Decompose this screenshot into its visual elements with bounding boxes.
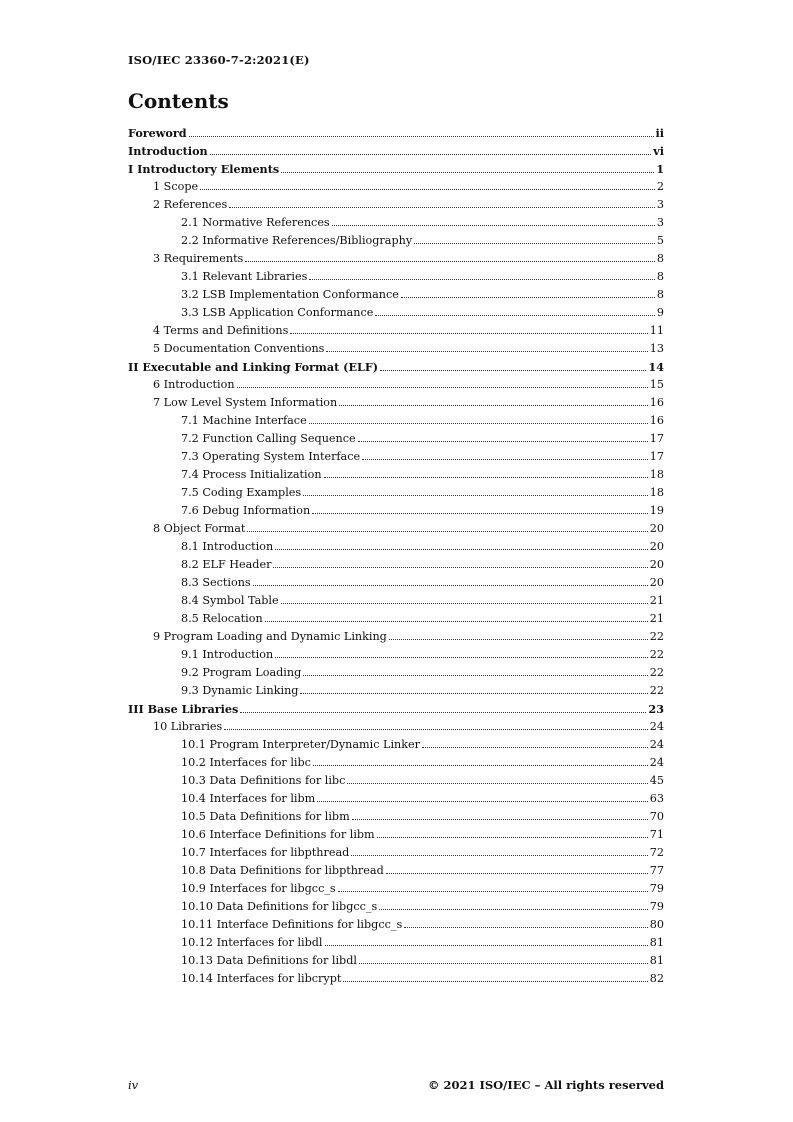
toc-entry-label: 10.7 Interfaces for libpthread — [181, 846, 350, 859]
toc-entry-label: Foreword — [128, 126, 187, 140]
toc-dot-leader — [265, 621, 648, 622]
toc-entry-page: 77 — [649, 864, 664, 877]
toc-entry-page: 22 — [649, 666, 664, 679]
toc-entry[interactable] — [128, 790, 664, 808]
toc-entry-page: 8 — [656, 270, 664, 283]
toc-entry[interactable] — [128, 970, 664, 988]
toc-dot-leader — [377, 837, 648, 838]
toc-dot-leader — [414, 243, 655, 244]
toc-entry-label: 3.3 LSB Application Conformance — [181, 306, 374, 319]
toc-entry-label: 8.3 Sections — [181, 576, 251, 589]
toc-dot-leader — [332, 225, 655, 226]
toc-entry[interactable] — [128, 700, 664, 718]
toc-entry[interactable] — [128, 214, 664, 232]
toc-entry[interactable] — [128, 682, 664, 700]
toc-entry-label: 10.13 Data Definitions for libdl — [181, 954, 357, 967]
toc-dot-leader — [273, 567, 647, 568]
toc-entry-label: 7.6 Debug Information — [181, 504, 311, 517]
toc-dot-leader — [386, 873, 648, 874]
toc-dot-leader — [240, 712, 646, 713]
toc-entry-label: 7 Low Level System Information — [153, 396, 338, 409]
toc-dot-leader — [401, 297, 655, 298]
toc-dot-leader — [247, 531, 647, 532]
toc-entry-page: 20 — [649, 558, 664, 571]
table-of-contents — [128, 124, 664, 988]
toc-entry[interactable] — [128, 412, 664, 430]
toc-entry[interactable] — [128, 394, 664, 412]
toc-dot-leader — [229, 207, 655, 208]
toc-entry-label: 9.1 Introduction — [181, 648, 274, 661]
toc-entry-label: 8.2 ELF Header — [181, 558, 272, 571]
toc-entry[interactable] — [128, 718, 664, 736]
toc-entry-page: 8 — [656, 252, 664, 265]
toc-dot-leader — [200, 189, 655, 190]
toc-entry-page: 17 — [649, 432, 664, 445]
toc-entry[interactable] — [128, 664, 664, 682]
toc-dot-leader — [281, 172, 654, 173]
toc-entry-label: 2.1 Normative References — [181, 216, 330, 229]
toc-entry-label: 1 Scope — [153, 180, 199, 193]
toc-entry[interactable] — [128, 754, 664, 772]
toc-dot-leader — [375, 315, 654, 316]
toc-dot-leader — [312, 513, 648, 514]
toc-entry[interactable] — [128, 646, 664, 664]
toc-entry[interactable] — [128, 196, 664, 214]
toc-entry-label: 3 Requirements — [153, 252, 244, 265]
toc-entry-page: 18 — [649, 468, 664, 481]
toc-entry-label: 7.1 Machine Interface — [181, 414, 307, 427]
toc-entry-page: 21 — [649, 612, 664, 625]
toc-dot-leader — [313, 765, 648, 766]
toc-entry-label: 7.3 Operating System Interface — [181, 450, 361, 463]
toc-entry[interactable] — [128, 484, 664, 502]
page-title: Contents — [128, 89, 229, 113]
toc-dot-leader — [358, 441, 648, 442]
toc-entry-label: 9 Program Loading and Dynamic Linking — [153, 630, 387, 643]
toc-entry-page: 17 — [649, 450, 664, 463]
toc-entry[interactable] — [128, 124, 664, 142]
toc-entry-label: 10.10 Data Definitions for libgcc_s — [181, 900, 378, 913]
toc-entry-label: 10.14 Interfaces for libcrypt — [181, 972, 342, 985]
toc-dot-leader — [351, 855, 647, 856]
toc-entry-label: 8 Object Format — [153, 522, 246, 535]
toc-dot-leader — [309, 423, 648, 424]
toc-entry[interactable] — [128, 178, 664, 196]
toc-entry-page: 71 — [649, 828, 664, 841]
toc-entry-page: 21 — [649, 594, 664, 607]
toc-entry-page: 81 — [649, 954, 664, 967]
toc-entry[interactable] — [128, 916, 664, 934]
toc-dot-leader — [347, 783, 647, 784]
toc-entry[interactable] — [128, 304, 664, 322]
toc-dot-leader — [303, 675, 648, 676]
toc-entry-page: 19 — [649, 504, 664, 517]
toc-entry-label: 3.2 LSB Implementation Conformance — [181, 288, 399, 301]
toc-entry-page: 1 — [656, 162, 664, 176]
toc-entry[interactable] — [128, 610, 664, 628]
toc-entry[interactable] — [128, 502, 664, 520]
toc-entry[interactable] — [128, 574, 664, 592]
toc-entry-page: 22 — [649, 630, 664, 643]
toc-dot-leader — [359, 963, 648, 964]
toc-entry-label: 10.9 Interfaces for libgcc_s — [181, 882, 336, 895]
toc-entry-page: 80 — [649, 918, 664, 931]
toc-entry-page: 23 — [648, 702, 664, 716]
toc-entry-page: 63 — [649, 792, 664, 805]
toc-dot-leader — [352, 819, 648, 820]
toc-dot-leader — [224, 729, 647, 730]
toc-dot-leader — [380, 370, 646, 371]
toc-entry-page: 15 — [649, 378, 664, 391]
toc-entry-label: 2.2 Informative References/Bibliography — [181, 234, 413, 247]
toc-entry-page: 82 — [649, 972, 664, 985]
toc-entry-page: 79 — [649, 900, 664, 913]
toc-entry-label: Introduction — [128, 144, 208, 158]
toc-entry[interactable] — [128, 376, 664, 394]
toc-entry-page: 22 — [649, 684, 664, 697]
toc-entry-label: 9.2 Program Loading — [181, 666, 302, 679]
toc-dot-leader — [362, 459, 648, 460]
toc-dot-leader — [237, 387, 648, 388]
toc-entry-page: 45 — [649, 774, 664, 787]
toc-entry[interactable] — [128, 880, 664, 898]
toc-entry-page: 5 — [656, 234, 664, 247]
toc-entry-label: 10.5 Data Definitions for libm — [181, 810, 350, 823]
toc-entry-page: 16 — [649, 396, 664, 409]
toc-dot-leader — [389, 639, 648, 640]
toc-dot-leader — [317, 801, 647, 802]
toc-entry-page: 8 — [656, 288, 664, 301]
toc-entry-label: 10.3 Data Definitions for libc — [181, 774, 346, 787]
toc-entry-label: 5 Documentation Conventions — [153, 342, 325, 355]
toc-entry-label: 10.1 Program Interpreter/Dynamic Linker — [181, 738, 421, 751]
toc-dot-leader — [343, 981, 647, 982]
toc-entry[interactable] — [128, 340, 664, 358]
toc-entry[interactable] — [128, 952, 664, 970]
toc-entry[interactable] — [128, 628, 664, 646]
toc-entry[interactable] — [128, 844, 664, 862]
toc-entry[interactable] — [128, 520, 664, 538]
toc-entry[interactable] — [128, 808, 664, 826]
toc-entry-label: 9.3 Dynamic Linking — [181, 684, 299, 697]
toc-entry[interactable] — [128, 322, 664, 340]
toc-entry-page: 79 — [649, 882, 664, 895]
toc-entry[interactable] — [128, 826, 664, 844]
toc-entry-label: 2 References — [153, 198, 228, 211]
toc-entry-label: 10.12 Interfaces for libdl — [181, 936, 323, 949]
toc-dot-leader — [275, 549, 648, 550]
toc-entry[interactable] — [128, 430, 664, 448]
toc-entry-label: 10.2 Interfaces for libc — [181, 756, 311, 769]
toc-entry-label: 10 Libraries — [153, 720, 223, 733]
toc-dot-leader — [422, 747, 648, 748]
toc-entry-label: II Executable and Linking Format (ELF) — [128, 360, 379, 374]
toc-entry[interactable] — [128, 358, 664, 376]
toc-entry-label: 7.5 Coding Examples — [181, 486, 302, 499]
toc-entry[interactable] — [128, 448, 664, 466]
toc-dot-leader — [281, 603, 648, 604]
toc-entry-page: 2 — [656, 180, 664, 193]
toc-entry-page: 70 — [649, 810, 664, 823]
toc-entry-label: 4 Terms and Definitions — [153, 324, 289, 337]
toc-entry-page: 20 — [649, 540, 664, 553]
toc-dot-leader — [338, 891, 648, 892]
toc-entry-label: 10.11 Interface Definitions for libgcc_s — [181, 918, 403, 931]
toc-entry-page: 22 — [649, 648, 664, 661]
toc-entry[interactable] — [128, 934, 664, 952]
toc-entry-page: 13 — [649, 342, 664, 355]
toc-entry-page: 3 — [656, 198, 664, 211]
toc-entry[interactable] — [128, 250, 664, 268]
toc-entry-label: III Base Libraries — [128, 702, 239, 716]
toc-entry[interactable] — [128, 538, 664, 556]
toc-entry-label: 6 Introduction — [153, 378, 235, 391]
toc-dot-leader — [339, 405, 648, 406]
toc-entry[interactable] — [128, 592, 664, 610]
toc-entry-page: 20 — [649, 576, 664, 589]
toc-dot-leader — [189, 136, 654, 137]
toc-entry-page: 9 — [656, 306, 664, 319]
toc-entry-page: 20 — [649, 522, 664, 535]
toc-dot-leader — [210, 154, 652, 155]
toc-entry-label: I Introductory Elements — [128, 162, 280, 176]
toc-entry[interactable] — [128, 772, 664, 790]
toc-entry[interactable] — [128, 862, 664, 880]
toc-dot-leader — [324, 477, 648, 478]
toc-entry[interactable] — [128, 466, 664, 484]
toc-dot-leader — [309, 279, 655, 280]
toc-dot-leader — [245, 261, 655, 262]
toc-entry-label: 10.6 Interface Definitions for libm — [181, 828, 375, 841]
toc-entry[interactable] — [128, 556, 664, 574]
toc-entry[interactable] — [128, 736, 664, 754]
toc-dot-leader — [275, 657, 648, 658]
toc-entry-page: 3 — [656, 216, 664, 229]
toc-dot-leader — [379, 909, 648, 910]
toc-entry[interactable] — [128, 142, 664, 160]
toc-entry-label: 8.5 Relocation — [181, 612, 263, 625]
toc-entry-label: 3.1 Relevant Libraries — [181, 270, 308, 283]
toc-entry[interactable] — [128, 160, 664, 178]
toc-entry-page: 14 — [648, 360, 664, 374]
toc-entry[interactable] — [128, 898, 664, 916]
toc-dot-leader — [300, 693, 647, 694]
footer-copyright: © 2021 ISO/IEC – All rights reserved — [427, 1078, 664, 1092]
toc-entry-label: 10.8 Data Definitions for libpthread — [181, 864, 384, 877]
toc-dot-leader — [326, 351, 647, 352]
document-id-header: ISO/IEC 23360-7-2:2021(E) — [128, 53, 310, 67]
footer-page-number: iv — [128, 1078, 139, 1092]
toc-entry[interactable] — [128, 232, 664, 250]
toc-entry[interactable] — [128, 286, 664, 304]
toc-entry-page: ii — [655, 126, 664, 140]
toc-dot-leader — [404, 927, 648, 928]
toc-entry-label: 8.4 Symbol Table — [181, 594, 279, 607]
toc-entry-page: 81 — [649, 936, 664, 949]
toc-dot-leader — [303, 495, 648, 496]
toc-entry-label: 7.4 Process Initialization — [181, 468, 322, 481]
toc-entry-label: 8.1 Introduction — [181, 540, 274, 553]
toc-entry-page: 24 — [649, 756, 664, 769]
toc-entry-page: 24 — [649, 738, 664, 751]
toc-entry-page: 72 — [649, 846, 664, 859]
toc-dot-leader — [253, 585, 648, 586]
toc-entry-label: 7.2 Function Calling Sequence — [181, 432, 356, 445]
toc-entry-page: 18 — [649, 486, 664, 499]
toc-entry-label: 10.4 Interfaces for libm — [181, 792, 316, 805]
toc-entry[interactable] — [128, 268, 664, 286]
toc-entry-page: 16 — [649, 414, 664, 427]
toc-entry-page: vi — [653, 144, 664, 158]
toc-dot-leader — [325, 945, 648, 946]
toc-entry-page: 24 — [649, 720, 664, 733]
toc-dot-leader — [290, 333, 647, 334]
toc-entry-page: 11 — [649, 324, 664, 337]
